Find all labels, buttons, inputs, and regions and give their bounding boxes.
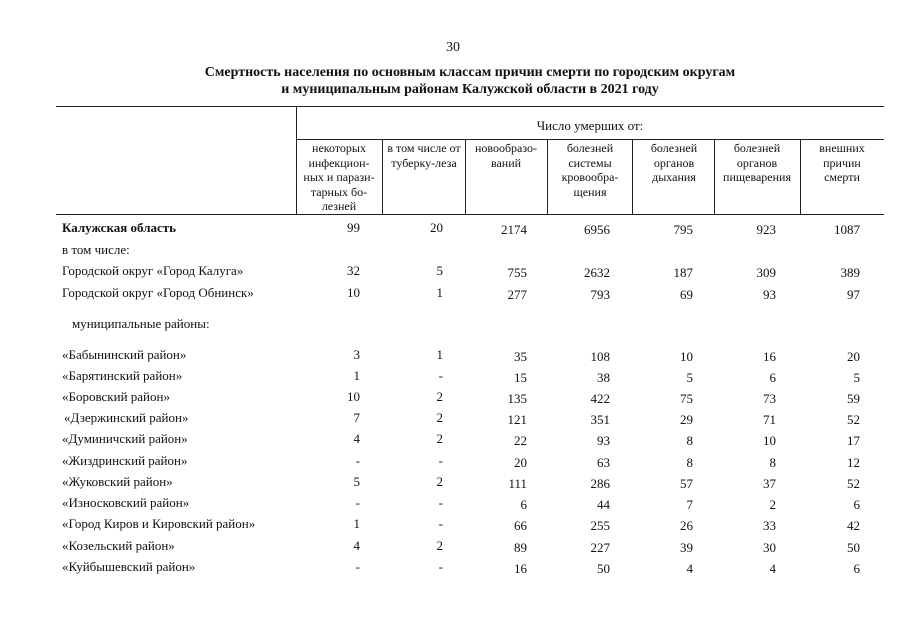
col-divider: [382, 139, 383, 214]
table-cell: 8: [686, 455, 693, 470]
table-cell: 93: [763, 287, 776, 302]
table-cell: 52: [847, 412, 860, 427]
table-cell: 33: [763, 518, 776, 533]
table-cell: 6: [520, 497, 527, 512]
table-cell: 6: [853, 497, 860, 512]
column-header-respiratory: болезней органов дыхания: [650, 141, 698, 184]
table-cell: 2: [436, 389, 443, 404]
table-cell: 2: [436, 474, 443, 489]
table-cell: 37: [763, 476, 776, 491]
table-cell: 99: [347, 220, 360, 235]
table-cell: 2632: [584, 265, 610, 280]
table-top-rule: [56, 106, 884, 107]
table-cell: 7: [686, 497, 693, 512]
table-cell: 50: [597, 561, 610, 576]
table-cell: 16: [763, 349, 776, 364]
table-cell: 2: [436, 538, 443, 553]
table-cell: 227: [590, 540, 610, 555]
table-cell: -: [438, 559, 443, 574]
column-header-neoplasms: новообразо-ваний: [474, 141, 538, 170]
table-cell: 59: [847, 391, 860, 406]
table-cell: 7: [353, 410, 360, 425]
table-cell: 20: [430, 220, 443, 235]
table-cell: 75: [680, 391, 693, 406]
table-cell: 111: [508, 476, 527, 491]
table-cell: -: [355, 495, 360, 510]
table-cell: 351: [590, 412, 610, 427]
table-cell: 755: [507, 265, 527, 280]
table-cell: 17: [847, 433, 860, 448]
col-divider: [547, 139, 548, 214]
col-divider: [632, 139, 633, 214]
table-cell: 309: [756, 265, 776, 280]
table-cell: 8: [686, 433, 693, 448]
table-cell: 26: [680, 518, 693, 533]
column-header-infectious: некоторых инфекцион-ных и парази-тарных бо-лезней: [303, 141, 375, 213]
table-cell: 923: [756, 222, 776, 237]
row-label: «Дзержинский район»: [64, 410, 189, 425]
page-title: [150, 64, 790, 98]
table-cell: 2: [436, 431, 443, 446]
table-cell: 32: [347, 263, 360, 278]
table-cell: 255: [590, 518, 610, 533]
table-cell: 2: [769, 497, 776, 512]
table-cell: 71: [763, 412, 776, 427]
page-number: 30: [446, 40, 460, 55]
table-cell: 793: [590, 287, 610, 302]
row-label: «Козельский район»: [62, 538, 175, 553]
table-cell: 16: [514, 561, 527, 576]
table-cell: -: [355, 559, 360, 574]
table-cell: 1: [436, 285, 443, 300]
table-cell: 2: [436, 410, 443, 425]
column-header-external: внешних причин смерти: [819, 141, 865, 184]
table-cell: -: [438, 516, 443, 531]
table-cell: 35: [514, 349, 527, 364]
table-cell: 2174: [501, 222, 527, 237]
table-cell: 1: [353, 516, 360, 531]
row-label: «Куйбышевский район»: [62, 559, 196, 574]
table-cell: 5: [853, 370, 860, 385]
table-cell: 108: [590, 349, 610, 364]
row-label: «Жуковский район»: [62, 474, 173, 489]
col-divider: [800, 139, 801, 214]
table-cell: 97: [847, 287, 860, 302]
row-label: Калужская область: [62, 220, 177, 235]
table-cell: 57: [680, 476, 693, 491]
row-label: «Город Киров и Кировский район»: [62, 516, 256, 531]
table-cell: 8: [769, 455, 776, 470]
row-label: «Думиничский район»: [62, 431, 188, 446]
table-cell: 4: [353, 431, 360, 446]
table-cell: 52: [847, 476, 860, 491]
table-cell: 6: [769, 370, 776, 385]
table-cell: 30: [763, 540, 776, 555]
table-cell: 42: [847, 518, 860, 533]
row-label: «Бабынинский район»: [62, 347, 187, 362]
table-cell: 22: [514, 433, 527, 448]
table-cell: 187: [673, 265, 693, 280]
table-cell: 93: [597, 433, 610, 448]
row-label: «Износковский район»: [62, 495, 190, 510]
column-header-digestive: болезней органов пищеварения: [723, 141, 791, 184]
row-label: «Барятинский район»: [62, 368, 183, 383]
table-cell: 389: [840, 265, 860, 280]
table-cell: 89: [514, 540, 527, 555]
table-cell: 4: [769, 561, 776, 576]
row-label: «Боровский район»: [62, 389, 170, 404]
table-cell: 69: [680, 287, 693, 302]
table-cell: -: [438, 368, 443, 383]
table-cell: 286: [590, 476, 610, 491]
table-cell: 121: [507, 412, 527, 427]
title-line-1: Смертность населения по основным классам причин смерти по городским округам: [204, 65, 736, 80]
column-header-tuberculosis: в том числе от туберку-леза: [387, 141, 461, 170]
table-cell: 6: [853, 561, 860, 576]
table-cell: 135: [507, 391, 527, 406]
table-cell: 10: [347, 285, 360, 300]
table-cell: 73: [763, 391, 776, 406]
table-cell: 29: [680, 412, 693, 427]
table-cell: 1087: [834, 222, 860, 237]
super-header: Число умерших от:: [536, 118, 644, 133]
table-cell: 3: [353, 347, 360, 362]
table-cell: 4: [353, 538, 360, 553]
table-cell: 38: [597, 370, 610, 385]
table-cell: 277: [507, 287, 527, 302]
table-cell: -: [355, 453, 360, 468]
header-bottom-rule: [56, 214, 884, 215]
table-cell: 66: [514, 518, 527, 533]
table-cell: 10: [763, 433, 776, 448]
column-header-circulatory: болезней системы кровообра-щения: [561, 141, 619, 199]
col-divider: [465, 139, 466, 214]
table-cell: 50: [847, 540, 860, 555]
table-cell: 422: [590, 391, 610, 406]
row-label: муниципальные районы:: [72, 316, 210, 331]
super-header-rule: [296, 139, 884, 140]
table-cell: 6956: [584, 222, 610, 237]
table-cell: 44: [597, 497, 610, 512]
table-cell: 5: [436, 263, 443, 278]
table-cell: 12: [847, 455, 860, 470]
row-label: «Жиздринский район»: [62, 453, 188, 468]
col-divider: [714, 139, 715, 214]
title-line-2: и муниципальным районам Калужской области в 2021 году: [281, 82, 659, 97]
table-cell: 63: [597, 455, 610, 470]
table-cell: 15: [514, 370, 527, 385]
table-cell: 5: [686, 370, 693, 385]
table-cell: 1: [353, 368, 360, 383]
row-label: Городской округ «Город Калуга»: [62, 263, 244, 278]
table-cell: 39: [680, 540, 693, 555]
table-cell: 5: [353, 474, 360, 489]
table-cell: 10: [680, 349, 693, 364]
table-cell: -: [438, 495, 443, 510]
table-cell: 10: [347, 389, 360, 404]
row-label: Городской округ «Город Обнинск»: [62, 285, 254, 300]
table-cell: -: [438, 453, 443, 468]
table-cell: 20: [847, 349, 860, 364]
table-cell: 20: [514, 455, 527, 470]
row-label: в том числе:: [62, 242, 130, 257]
table-cell: 795: [673, 222, 693, 237]
table-cell: 4: [686, 561, 693, 576]
table-cell: 1: [436, 347, 443, 362]
